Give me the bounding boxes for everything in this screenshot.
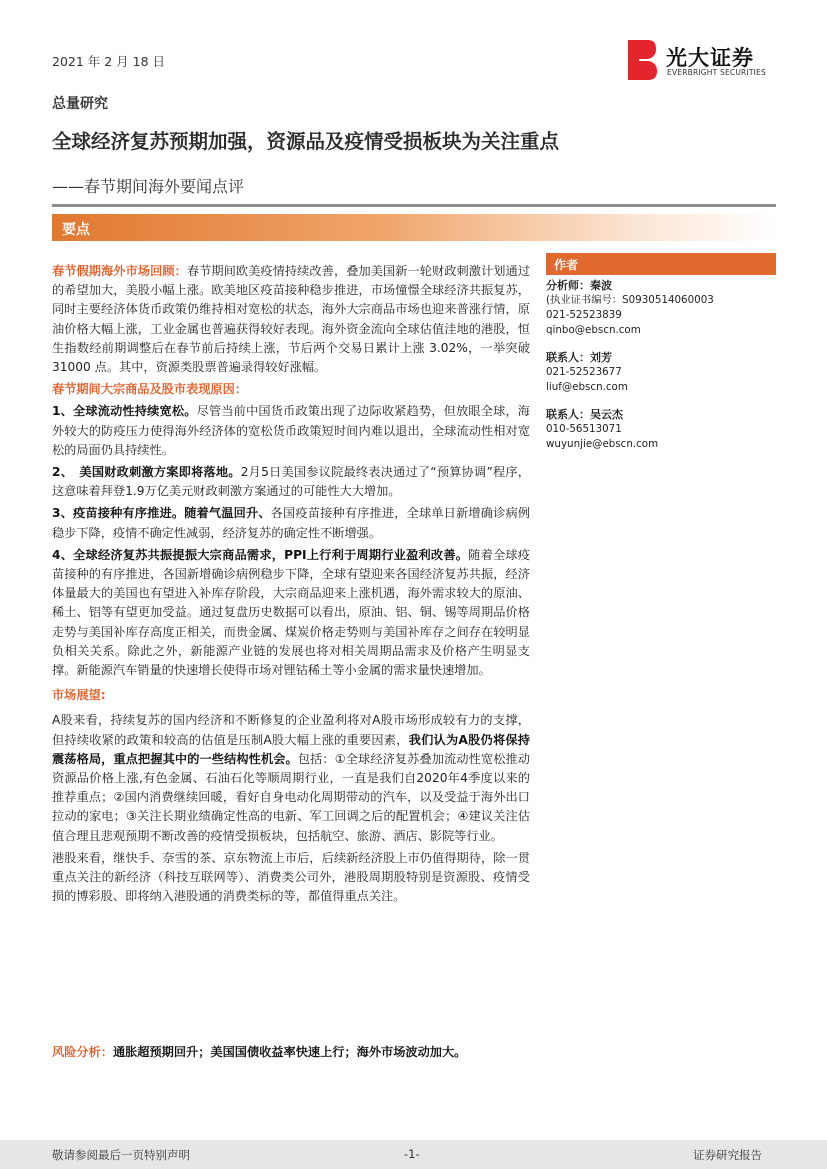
reason-3-text: 各国疫苗接种有序推进，全球单日新增确诊病例稳步下降，疫情不确定性减弱，经济复苏的确定性不断增强。: [52, 506, 531, 540]
reason-item-4: [52, 546, 530, 680]
report-subtitle: ——春节期间海外要闻点评: [52, 177, 245, 196]
analyst-email[interactable]: qinbo@ebscn.com: [546, 324, 641, 336]
page-number: -1-: [404, 1147, 420, 1161]
paragraph-market-review: [52, 262, 530, 377]
label-market-review: 春节假期海外市场回顾：: [52, 264, 187, 278]
footer-disclaimer: 敬请参阅最后一页特别声明: [52, 1148, 190, 1162]
contact1-name: 联系人：刘芳: [546, 351, 612, 364]
hk-share-text: 港股来看，继快手、奈雪的茶、京东物流上市后，后续新经济股上市仍值得期待，除一贯重点关注的新经济（科技互联网等）、消费类公司外，港股周期股特别是资源股、疫情受损的博彩股、即将纳入港股通的消费类标的等，都值得重点关注。: [52, 850, 530, 904]
reason-4-bold: 4、全球经济复苏共振提振大宗商品需求，PPI上行利于周期行业盈利改善。: [52, 547, 469, 562]
main-body: [52, 262, 530, 910]
reason-item-2: [52, 463, 530, 501]
reason-4-text: 随着全球疫苗接种的有序推进，各国新增确诊病例稳步下降，全球有望迎来各国经济复苏共振，经济体量最大的美国也有望进入补库存阶段，大宗商品迎来上涨机遇，海外需求较大的原油、稀土、铝等有望更加受益。通过复盘历史数据可以看出，原油、铝、铜、锡等周期品价格走势与美国补库存高度正相关，而贵金属、煤炭价格走势则与美国补库存之间存在较明显负相关关系。除此之外，新能源产业链的发展也将对相关周期品需求及价格产生明显支撑。新能源汽车销量的快速增长使得市场对锂钴稀土等小金属的需求量快速增加。: [52, 547, 530, 678]
risk-text: 通胀超预期回升；美国国债收益率快速上行；海外市场波动加大。: [112, 1045, 467, 1059]
reason-3-bold: 3、疫苗接种有序推进。随着气温回升、: [52, 506, 271, 521]
author-header-label: 作者: [554, 258, 579, 272]
report-category: 总量研究: [52, 96, 108, 112]
analyst-phone: 021-52523839: [546, 309, 622, 321]
contact1-email[interactable]: liuf@ebscn.com: [546, 381, 628, 393]
paragraph-hk-share: [52, 849, 530, 907]
paragraph-a-share: [52, 711, 530, 845]
text-market-review: 春节期间欧美疫情持续改善，叠加美国新一轮财政刺激计划通过的希望加大，美股小幅上涨。欧美地区疫苗接种稳步推进，市场憧憬全球经济共振复苏，同时主要经济体货币政策仍维持相对宽松的状态，海外大宗商品市场也迎来普涨行情，原油价格大幅上涨，工业金属也普遍获得较好表现。海外资金流向全球估值洼地的港股，恒生指数经前期调整后在春节前后持续上涨，节后两个交易日累计上涨 3.02%，一举突破 31000 点。其中，资源类股票普遍录得较好涨幅。: [52, 264, 531, 375]
author-header: [546, 253, 776, 275]
reason-item-3: [52, 504, 530, 542]
a-share-text-2: 包括：①全球经济复苏叠加流动性宽松推动资源品价格上涨,有色金属、石油石化等顺周期行业，一直是我们自2020年4季度以来的推荐重点；②国内消费继续回暖，看好自身电动化周期带动的汽车，以及受益于海外出口拉动的家电；③关注长期业绩确定性高的电新、军工回调之后的配置机会；④建议关注估值合理且悲观预期不断改善的疫情受损板块，包括航空、旅游、酒店、影院等行业。: [52, 751, 530, 843]
analyst-license: (执业证书编号：S0930514060003: [546, 294, 714, 306]
contact2-email[interactable]: wuyunjie@ebscn.com: [546, 438, 659, 450]
label-reasons: 春节期间大宗商品及股市表现原因：: [52, 382, 247, 397]
brand-name-en: EVERBRIGHT SECURITIES: [667, 68, 766, 77]
contact2-phone: 010-56513071: [546, 423, 622, 435]
risk-label: 风险分析：: [52, 1045, 113, 1059]
author-sidebar: [546, 278, 776, 452]
contact1-phone: 021-52523677: [546, 366, 622, 378]
section-title: 要点: [62, 222, 90, 238]
reason-2-text: 2月5日美国参议院最终表决通过了“预算协调”程序，这意味着拜登1.9万亿美元财政刺激方案通过的可能性大大增加。: [52, 465, 530, 499]
everbright-logo-icon: [626, 38, 658, 82]
brand-logo: [626, 38, 776, 82]
a-share-text-1: A股来看，持续复苏的国内经济和不断修复的企业盈利将对A股市场形成较有力的支撑，但持续收紧的政策和较高的估值是压制A股大幅上涨的重要因素，: [52, 713, 530, 747]
section-header-key-points: [52, 214, 776, 241]
reason-1-bold: 1、全球流动性持续宽松。: [52, 404, 197, 419]
brand-name-cn: 光大证券: [666, 46, 754, 70]
paragraph-reasons-label: [52, 380, 530, 399]
label-outlook: 市场展望:: [52, 688, 106, 703]
report-date: 2021 年 2 月 18 日: [52, 54, 166, 69]
paragraph-outlook-label: [52, 686, 530, 705]
risk-analysis: [52, 1043, 466, 1061]
report-title: 全球经济复苏预期加强，资源品及疫情受损板块为关注重点: [52, 130, 560, 153]
analyst-name: 分析师：秦波: [546, 279, 612, 292]
title-divider: [52, 204, 776, 207]
reason-2-bold: 2、 美国财政刺激方案即将落地。: [52, 465, 241, 480]
footer-report-type: 证券研究报告: [693, 1148, 762, 1162]
a-share-bold: 我们认为A股仍将保持震荡格局，重点把握其中的一些结构性机会。: [52, 732, 530, 766]
reason-1-text: 尽管当前中国货币政策出现了边际收紧趋势，但放眼全球，海外较大的防疫压力使得海外经济体的宽松货币政策短时间内难以退出，全球流动性相对宽松的局面仍具持续性。: [52, 404, 530, 457]
reason-item-1: [52, 402, 530, 460]
page-footer: [0, 1140, 827, 1169]
contact2-name: 联系人：吴云杰: [546, 408, 623, 421]
